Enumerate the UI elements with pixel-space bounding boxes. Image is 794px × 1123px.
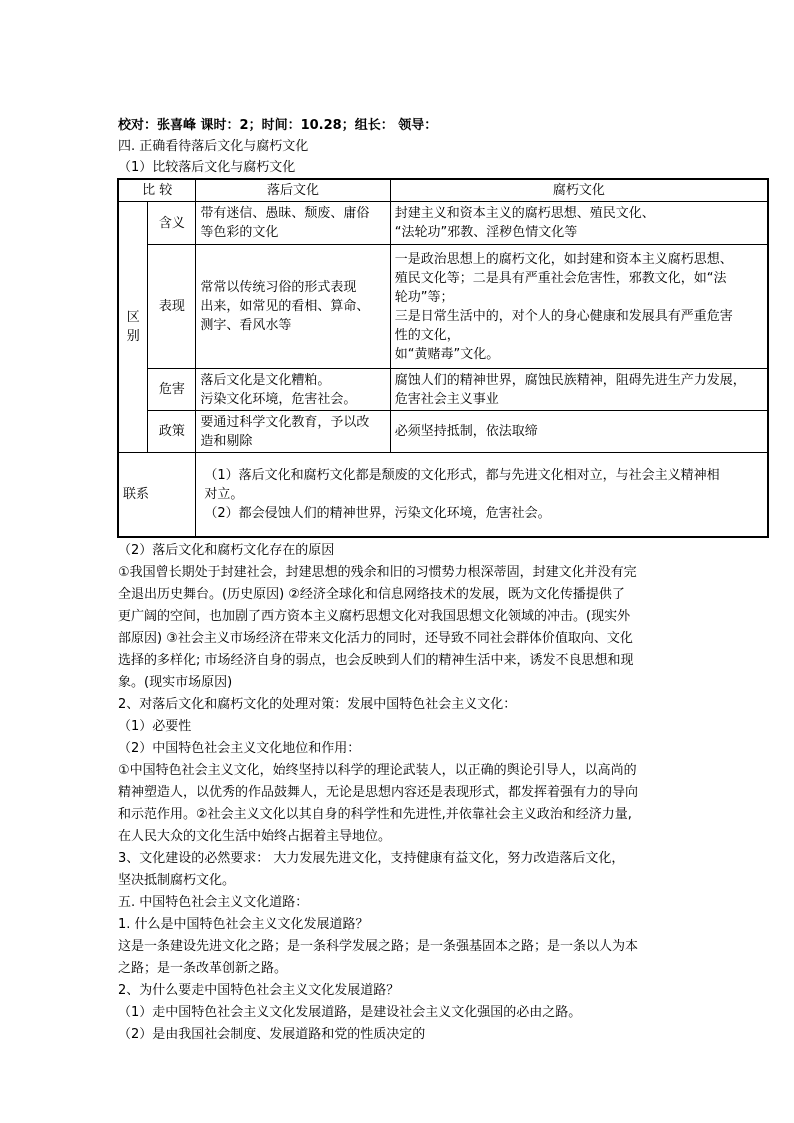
meaning-backward: 带有迷信、愚昧、颓废、庸俗 等色彩的文化	[196, 202, 390, 245]
table-row-policy	[118, 411, 768, 453]
meaning-decadent: 封建主义和资本主义的腐朽思想、殖民文化、 “法轮功”邪教、淫秽色情文化等	[390, 202, 768, 245]
proofreader-header: 校对：张喜峰 课时：2；时间：10.28；组长： 领导：	[118, 118, 438, 133]
body-line: ①中国特色社会主义文化，始终坚持以科学的理论武装人，以正确的舆论引导人，以高尚的	[118, 763, 637, 778]
body-line: 全退出历史舞台。(历史原因) ②经济全球化和信息网络技术的发展，既为文化传播提供了	[118, 587, 625, 602]
body-line: 更广阔的空间，也加剧了西方资本主义腐朽思想文化对我国思想文化领域的冲击。(现实外	[118, 609, 631, 624]
question-two: 2、为什么要走中国特色社会主义文化发展道路？	[118, 983, 400, 998]
harm-decadent: 腐蚀人们的精神世界，腐蚀民族精神，阻碍先进生产力发展， 危害社会主义事业	[390, 369, 768, 411]
body-line: 精神塑造人，以优秀的作品鼓舞人，无论是思想内容还是表现形式，都发挥着强有力的导向	[118, 785, 639, 800]
table-header-row	[118, 179, 768, 202]
body-line: 这是一条建设先进文化之路；是一条科学发展之路；是一条强基固本之路；是一条以人为本	[118, 939, 639, 954]
comparison-subtitle: （1）比较落后文化与腐朽文化	[118, 160, 296, 175]
body-line: 部原因) ③社会主义市场经济在带来文化活力的同时，还导致不同社会群体价值取向、文化	[118, 631, 633, 646]
table-row-manifestation	[118, 245, 768, 369]
section-four-title: 四. 正确看待落后文化与腐朽文化	[118, 139, 309, 154]
body-line: 和示范作用。②社会主义文化以其自身的科学性和先进性,并依靠社会主义政治和经济力量,	[118, 807, 632, 822]
section-five-title: 五. 中国特色社会主义文化道路：	[118, 895, 309, 910]
body-line: 3、文化建设的必然要求： 大力发展先进文化，支持健康有益文化，努力改造落后文化，	[118, 851, 625, 866]
body-line: （1）走中国特色社会主义文化发展道路，是建设社会主义文化强国的必由之路。	[118, 1005, 582, 1020]
question-one: 1. 什么是中国特色社会主义文化发展道路？	[118, 917, 369, 932]
row-label-policy: 政策	[148, 411, 196, 453]
table-row-connection	[118, 453, 768, 537]
row-label-meaning: 含义	[148, 202, 196, 245]
row-label-manifestation: 表现	[148, 245, 196, 369]
header-backward-culture: 落后文化	[196, 179, 390, 202]
policy-backward: 要通过科学文化教育，予以改 造和剔除	[196, 411, 390, 453]
body-line: 之路；是一条改革创新之路。	[118, 961, 288, 976]
body-line: （2）是由我国社会制度、发展道路和党的性质决定的	[118, 1027, 426, 1042]
body-line: 在人民大众的文化生活中始终占据着主导地位。	[118, 829, 392, 844]
countermeasure-heading: 2、对落后文化和腐朽文化的处理对策：发展中国特色社会主义文化：	[118, 697, 517, 712]
body-line: （2）中国特色社会主义文化地位和作用：	[118, 741, 361, 756]
body-line: 坚决抵制腐朽文化。	[118, 873, 236, 888]
header-compare: 比 较	[118, 179, 196, 202]
body-line: 选择的多样化; 市场经济自身的弱点，也会反映到人们的精神生活中来，诱发不良思想和现	[118, 653, 634, 668]
manifestation-backward: 常常以传统习俗的形式表现 出来，如常见的看相、算命、 测字、看风水等	[196, 245, 390, 369]
policy-decadent: 必须坚持抵制，依法取缔	[390, 411, 768, 453]
body-line: （1）必要性	[118, 719, 192, 734]
body-line: ①我国曾长期处于封建社会，封建思想的残余和旧的习惯势力根深蒂固，封建文化并没有完	[118, 565, 637, 580]
table-row-meaning	[118, 202, 768, 245]
manifestation-decadent: 一是政治思想上的腐朽文化，如封建和资本主义腐朽思想、 殖民文化等；二是具有严重社会危害性，邪教文化，如“法 轮功”等； 三是日常生活中的，对个人的身心健康和发展具有严重危害 性的文化， 如“黄赌毒”文化。	[390, 245, 768, 369]
table-row-harm	[118, 369, 768, 411]
harm-backward: 落后文化是文化糟粕。 污染文化环境，危害社会。	[196, 369, 390, 411]
connection-label: 联系	[118, 453, 196, 537]
row-label-harm: 危害	[148, 369, 196, 411]
difference-label: 区 别	[118, 202, 148, 453]
body-line: 象。(现实市场原因)	[118, 675, 233, 690]
comparison-table	[117, 178, 769, 538]
causes-subtitle: （2）落后文化和腐朽文化存在的原因	[118, 543, 335, 558]
header-decadent-culture: 腐朽文化	[390, 179, 768, 202]
connection-content: （1）落后文化和腐朽文化都是颓废的文化形式，都与先进文化相对立，与社会主义精神相 对立。 （2）都会侵蚀人们的精神世界，污染文化环境，危害社会。	[196, 453, 768, 537]
